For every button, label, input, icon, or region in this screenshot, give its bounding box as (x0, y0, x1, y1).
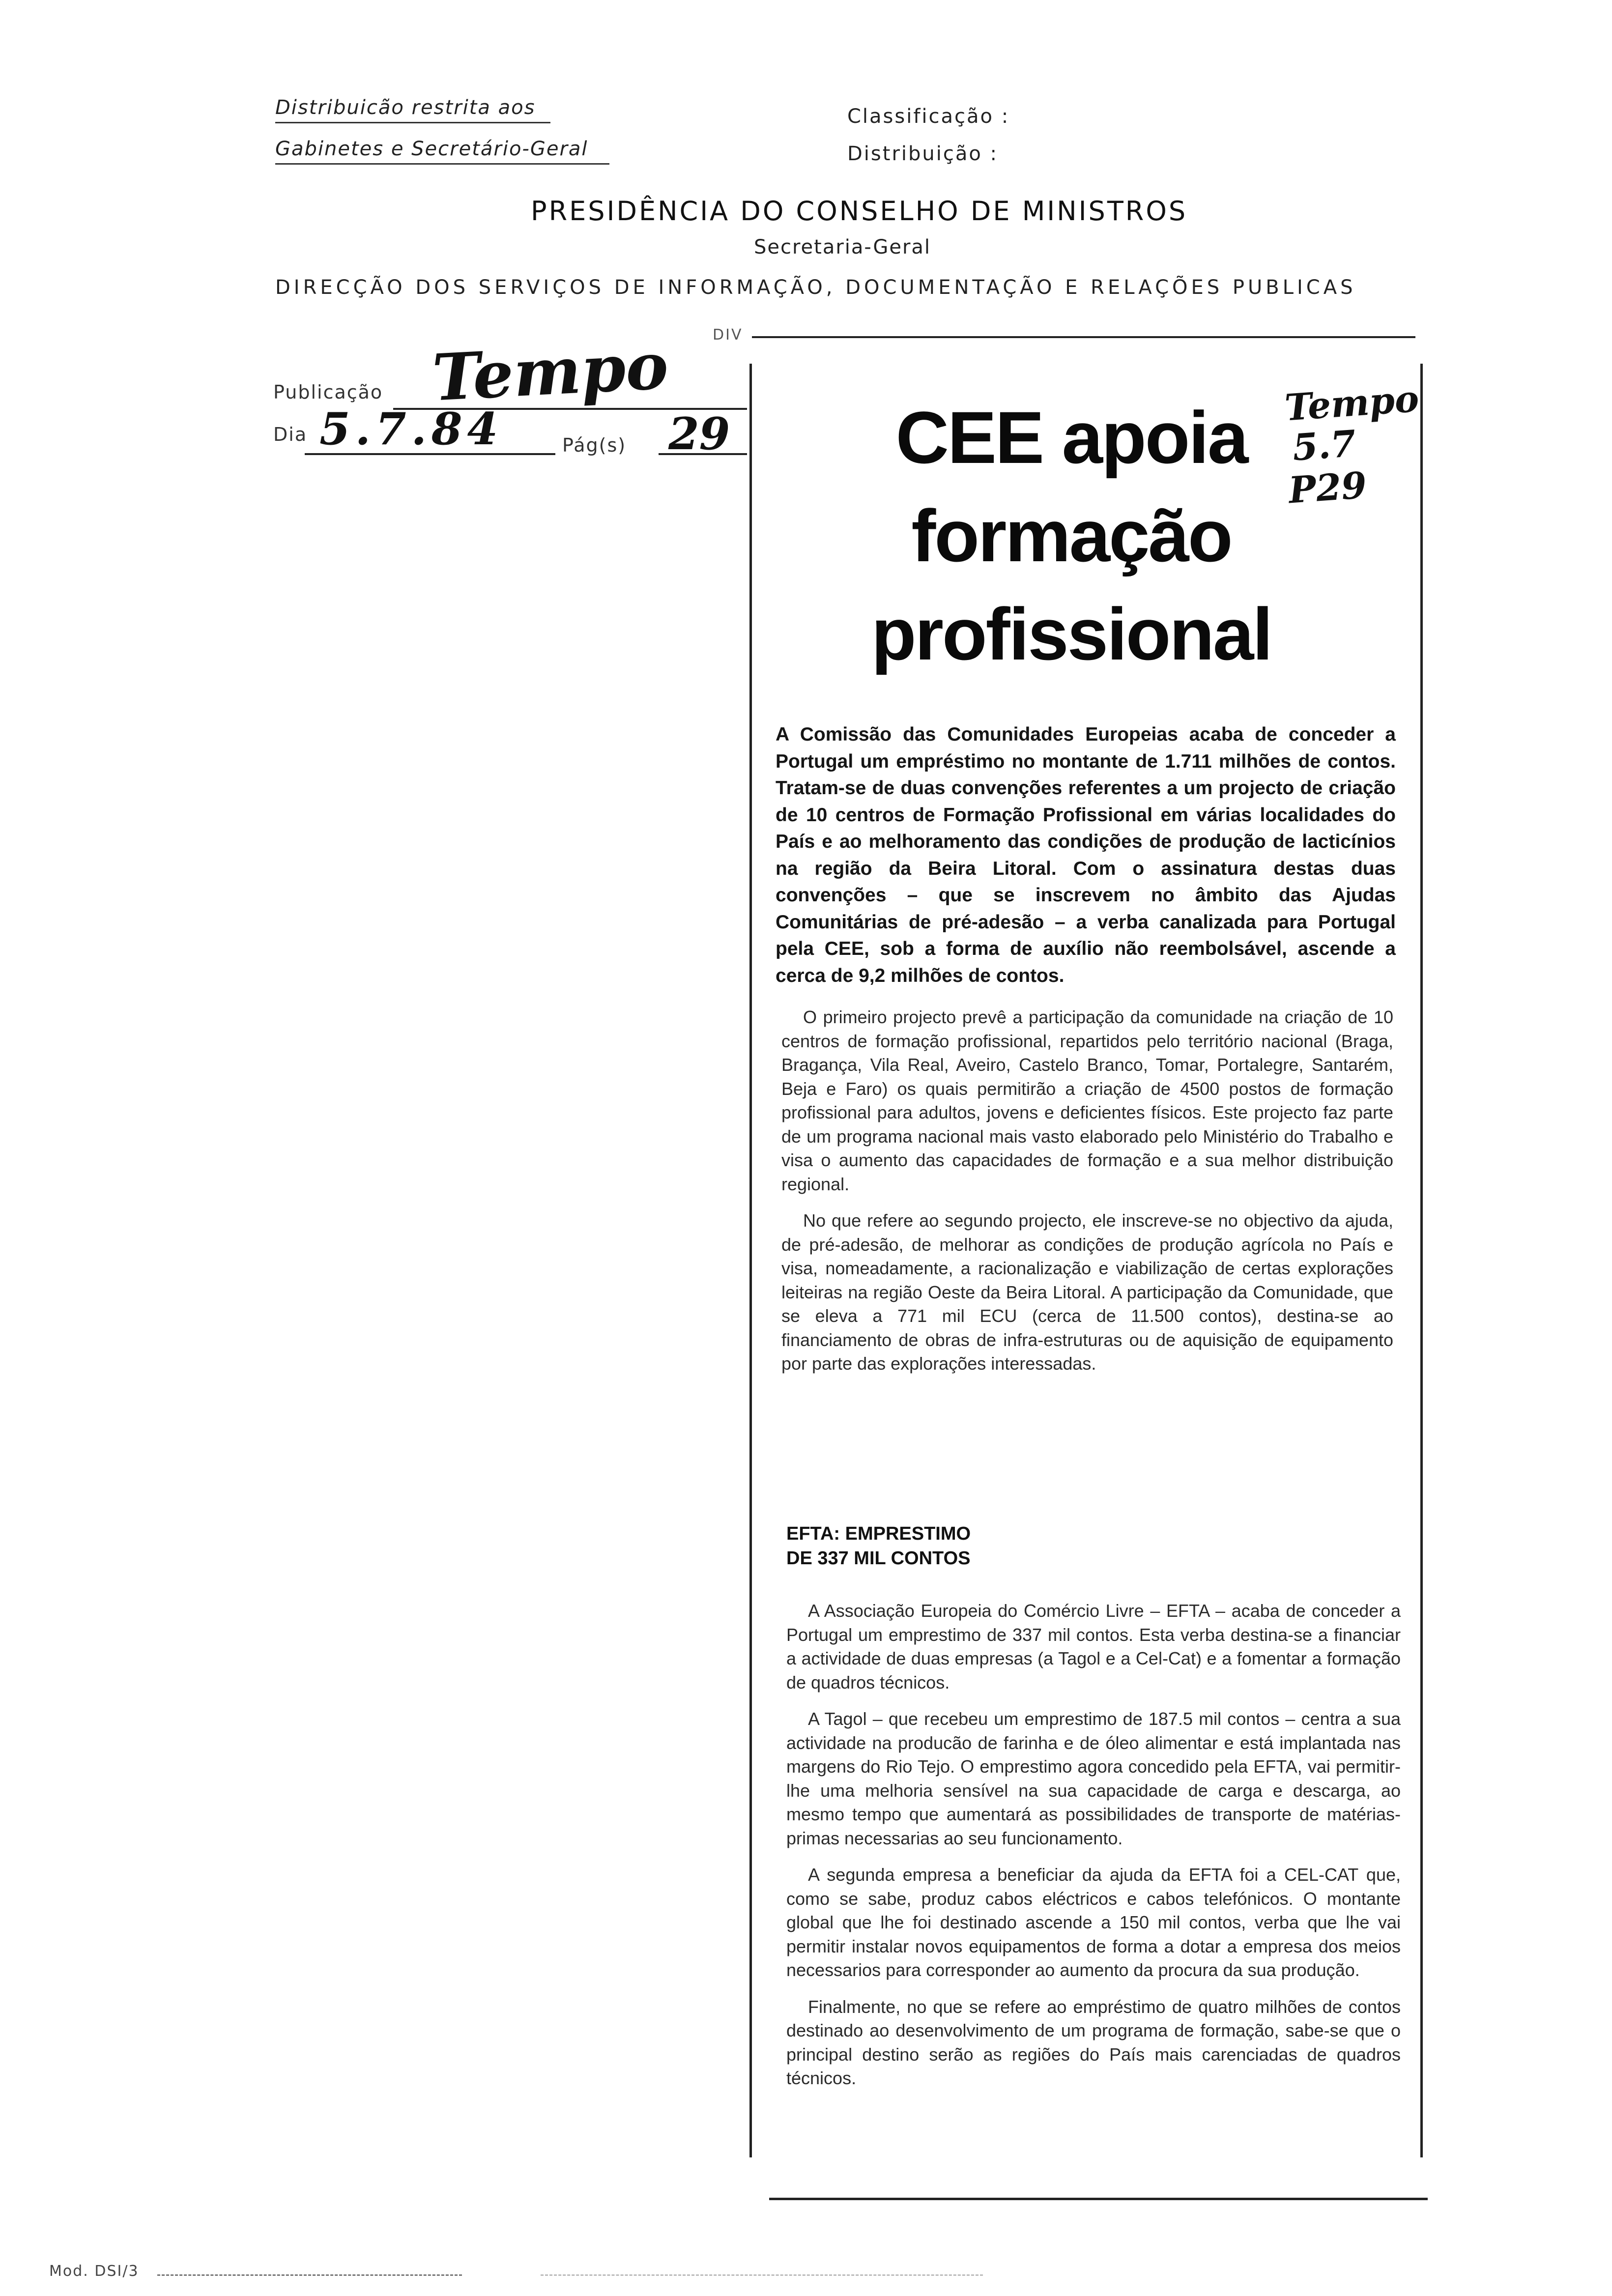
org-title: PRESIDÊNCIA DO CONSELHO DE MINISTROS (531, 196, 1188, 227)
subheading-line1: EFTA: EMPRESTIMO (786, 1523, 971, 1544)
distribution-notice-line1: Distribuicão restrita aos (275, 96, 550, 123)
efta-subheading (786, 1521, 971, 1571)
subheading-line2: DE 337 MIL CONTOS (786, 1548, 971, 1569)
form-code: Mod. DSI/3 (49, 2263, 139, 2280)
annotation-line3: P29 (1287, 464, 1368, 512)
headline-line1: CEE apoia (895, 396, 1247, 479)
paragraph-efta-loan: A Associação Europeia do Comércio Livre – EFTA – acaba de conceder a Portugal um emprestimo de 337 mil contos. Esta verba destina-se a financiar a actividade de duas empresas (a Tagol e a Cel-Cat) e a fomentar a formação de quadros técnicos. (786, 1601, 1401, 1693)
paragraph-cel-cat: A segunda empresa a beneficiar da ajuda da EFTA foi a CEL-CAT que, como se sabe, produz cabos eléctricos e cabos telefónicos. O montante global que lhe foi destinado ascende a 150 mil contos, verba que lhe vai permitir instalar novos equipamentos de forma a dotar a empresa dos meios necessarios para corresponder ao aumento da procura da sua produção. (786, 1865, 1401, 1980)
dia-handwritten: 5.7.84 (319, 403, 503, 455)
article-lead: A Comissão das Comunidades Europeias acaba de conceder a Portugal um empréstimo no montante de 1.711 milhões de contos. Tratam-se de duas convenções referentes a um projecto de criação de 10 centros de Formação Profissional em várias localidades do País e ao melhoramento das condições de produção de lacticínios na região da Beira Litoral. Com o assinatura destas duas convenções – que se inscrevem no âmbito das Ajudas Comunitárias de pré-adesão – a verba canalizada para Portugal pela CEE, sob a forma de auxílio não reembolsável, ascende a cerca de 9,2 milhões de contos. (776, 724, 1396, 986)
article-body-cee (781, 1005, 1393, 1389)
article-headline (835, 388, 1307, 683)
div-label: DIV (713, 326, 743, 344)
clipping-top-rule (752, 336, 1415, 338)
article-body-efta (786, 1599, 1401, 2103)
paragraph-finally: Finalmente, no que se refere ao empréstimo de quatro milhões de contos destinado ao desenvolvimento de um programa de formação, sabe-se que o principal destino serão as regiões do País mais carenciadas de quadros técnicos. (786, 1996, 1401, 2088)
direccao-line: DIRECÇÃO DOS SERVIÇOS DE INFORMAÇÃO, DOCUMENTAÇÃO E RELAÇÕES PUBLICAS (275, 276, 1356, 299)
headline-line3: profissional (871, 593, 1272, 675)
paragraph-tagol: A Tagol – que recebeu um emprestimo de 187.5 mil contos – centra a sua actividade na producão de farinha e de óleo alimentar e está implantada nas margens do Rio Tejo. O emprestimo agora concedido pela EFTA, vai permitir-lhe uma melhoria sensível na sua capacidade de carga e descarga, ao mesmo tempo que aumentará as possibilidades de transporte de matérias-primas necessarias ao seu funcionamento. (786, 1709, 1401, 1848)
annotation-line2: 5.7 (1291, 422, 1357, 469)
publicacao-label: Publicação (273, 381, 383, 403)
classificacao-label: Classificação : (847, 105, 1010, 128)
pags-label: Pág(s) (562, 434, 627, 456)
distribuicao-label: Distribuição : (847, 143, 999, 165)
paragraph-first-project: O primeiro projecto prevê a participação da comunidade na criação de 10 centros de formação profissional, repartidos pelo território nacional (Braga, Bragança, Vila Real, Aveiro, Castelo Branco, Tomar, Portalegre, Santarém, Beja e Faro) os quais permitirão a criação de 4500 postos de formação profissional para adultos, jovens e deficientes físicos. Este projecto faz parte de um programa nacional mais vasto elaborado pelo Ministério do Trabalho e visa o aumento das capacidades de formação e a sua melhor distribuição regional. (781, 1007, 1393, 1194)
org-subtitle: Secretaria-Geral (754, 236, 931, 258)
footer-dashed-line-faint (541, 2274, 983, 2276)
distribution-notice-line2: Gabinetes e Secretário-Geral (275, 138, 609, 165)
headline-line2: formação (911, 494, 1232, 577)
publicacao-handwritten: Tempo (431, 328, 670, 416)
dia-label: Dia (273, 424, 308, 445)
clipping-bottom-rule (769, 2198, 1428, 2200)
annotation-line1: Tempo (1283, 377, 1420, 430)
pags-handwritten: 29 (668, 408, 730, 460)
paragraph-second-project: No que refere ao segundo projecto, ele inscreve-se no objectivo da ajuda, de pré-adesão, de melhorar as condições de produção agrícola no País e visa, nomeadamente, a racionalização e viabilização de certas explorações leiteiras na região Oeste da Beira Litoral. A participação da Comunidade, que se eleva a 771 mil ECU (cerca de 11.500 contos), destina-se ao financiamento de obras de infra-estruturas ou de aquisição de equipamento por parte das explorações interessadas. (781, 1210, 1393, 1374)
footer-dashed-line (157, 2274, 462, 2276)
